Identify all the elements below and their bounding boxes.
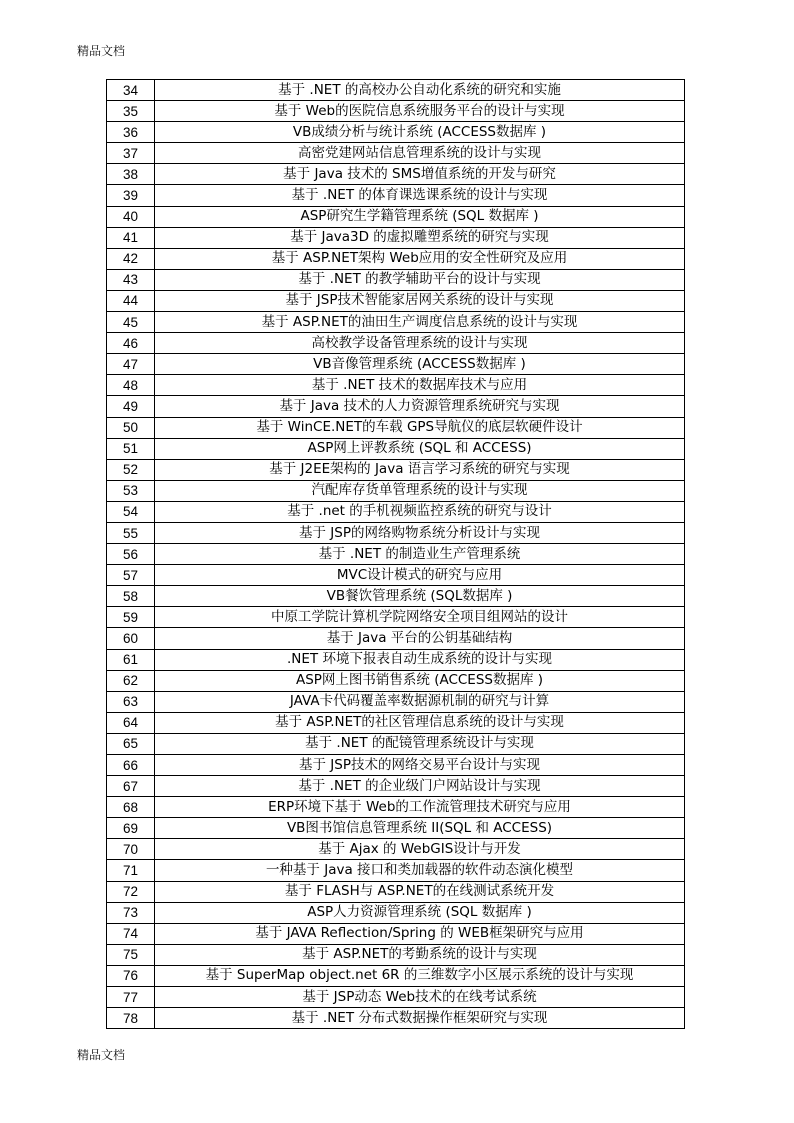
row-number: 45: [107, 312, 155, 333]
row-title: 基于 .NET 的制造业生产管理系统: [155, 544, 685, 565]
table-row: [107, 312, 685, 333]
row-title: ASP人力资源管理系统 (SQL 数据库 ): [155, 902, 685, 923]
row-title: 基于 WinCE.NET的车载 GPS导航仪的底层软硬件设计: [155, 417, 685, 438]
row-number: 76: [107, 965, 155, 986]
row-title: VB图书馆信息管理系统 II(SQL 和 ACCESS): [155, 818, 685, 839]
table-row: [107, 101, 685, 122]
row-number: 60: [107, 628, 155, 649]
row-title: 基于 Java 技术的人力资源管理系统研究与实现: [155, 396, 685, 417]
row-number: 67: [107, 776, 155, 797]
row-title: 基于 ASP.NET的社区管理信息系统的设计与实现: [155, 712, 685, 733]
table-row: [107, 354, 685, 375]
row-title: 汽配库存货单管理系统的设计与实现: [155, 480, 685, 501]
table-row: [107, 733, 685, 754]
row-title: VB音像管理系统 (ACCESS数据库 ): [155, 354, 685, 375]
table-row: [107, 839, 685, 860]
row-title: 一种基于 Java 接口和类加载器的软件动态演化模型: [155, 860, 685, 881]
table-row: [107, 227, 685, 248]
table-row: [107, 987, 685, 1008]
table-row: [107, 860, 685, 881]
row-title: 基于 FLASH与 ASP.NET的在线测试系统开发: [155, 881, 685, 902]
table-row: [107, 923, 685, 944]
table-row: [107, 185, 685, 206]
table-row: [107, 607, 685, 628]
row-number: 49: [107, 396, 155, 417]
row-title: 基于 JSP的网络购物系统分析设计与实现: [155, 522, 685, 543]
topic-table: [106, 79, 685, 1029]
table-row: [107, 818, 685, 839]
row-number: 71: [107, 860, 155, 881]
row-number: 72: [107, 881, 155, 902]
table-row: [107, 164, 685, 185]
row-title: 基于 .NET 技术的数据库技术与应用: [155, 375, 685, 396]
row-title: 基于 JAVA Reflection/Spring 的 WEB框架研究与应用: [155, 923, 685, 944]
row-number: 61: [107, 649, 155, 670]
row-title: 基于 ASP.NET架构 Web应用的安全性研究及应用: [155, 248, 685, 269]
row-title: JAVA卡代码覆盖率数据源机制的研究与计算: [155, 691, 685, 712]
table-row: [107, 944, 685, 965]
row-title: 基于 Java 技术的 SMS增值系统的开发与研究: [155, 164, 685, 185]
table-row: [107, 965, 685, 986]
row-number: 47: [107, 354, 155, 375]
table-row: [107, 122, 685, 143]
table-row: [107, 776, 685, 797]
row-title: 基于 Java3D 的虚拟雕塑系统的研究与实现: [155, 227, 685, 248]
row-title: 基于 .NET 的教学辅助平台的设计与实现: [155, 269, 685, 290]
table-row: [107, 544, 685, 565]
row-number: 55: [107, 522, 155, 543]
row-title: 高密党建网站信息管理系统的设计与实现: [155, 143, 685, 164]
table-row: [107, 881, 685, 902]
row-number: 50: [107, 417, 155, 438]
row-title: 基于 J2EE架构的 Java 语言学习系统的研究与实现: [155, 459, 685, 480]
row-title: MVC设计模式的研究与应用: [155, 565, 685, 586]
row-number: 73: [107, 902, 155, 923]
table-row: [107, 80, 685, 101]
row-number: 69: [107, 818, 155, 839]
row-number: 38: [107, 164, 155, 185]
row-number: 53: [107, 480, 155, 501]
table-row: [107, 396, 685, 417]
row-number: 48: [107, 375, 155, 396]
table-row: [107, 206, 685, 227]
row-title: 基于 Web的医院信息系统服务平台的设计与实现: [155, 101, 685, 122]
row-number: 36: [107, 122, 155, 143]
table-row: [107, 1008, 685, 1029]
table-row: [107, 628, 685, 649]
row-number: 78: [107, 1008, 155, 1029]
row-number: 74: [107, 923, 155, 944]
row-title: 基于 .NET 的企业级门户网站设计与实现: [155, 776, 685, 797]
row-title: 基于 .NET 的高校办公自动化系统的研究和实施: [155, 80, 685, 101]
row-title: ASP网上图书销售系统 (ACCESS数据库 ): [155, 670, 685, 691]
row-title: ERP环境下基于 Web的工作流管理技术研究与应用: [155, 797, 685, 818]
table-row: [107, 522, 685, 543]
row-number: 41: [107, 227, 155, 248]
table-row: [107, 290, 685, 311]
table-row: [107, 333, 685, 354]
row-title: 基于 ASP.NET的考勤系统的设计与实现: [155, 944, 685, 965]
table-row: [107, 269, 685, 290]
table-row: [107, 565, 685, 586]
table-row: [107, 670, 685, 691]
table-row: [107, 248, 685, 269]
row-number: 52: [107, 459, 155, 480]
row-number: 37: [107, 143, 155, 164]
row-number: 40: [107, 206, 155, 227]
row-title: 基于 Ajax 的 WebGIS设计与开发: [155, 839, 685, 860]
row-title: VB餐饮管理系统 (SQL数据库 ): [155, 586, 685, 607]
row-title: 基于 ASP.NET的油田生产调度信息系统的设计与实现: [155, 312, 685, 333]
row-number: 44: [107, 290, 155, 311]
row-number: 59: [107, 607, 155, 628]
table-row: [107, 755, 685, 776]
row-number: 65: [107, 733, 155, 754]
table-row: [107, 501, 685, 522]
table-row: [107, 797, 685, 818]
row-title: 基于 JSP动态 Web技术的在线考试系统: [155, 987, 685, 1008]
row-title: ASP研究生学籍管理系统 (SQL 数据库 ): [155, 206, 685, 227]
row-number: 46: [107, 333, 155, 354]
row-number: 43: [107, 269, 155, 290]
row-title: 基于 .NET 的体育课选课系统的设计与实现: [155, 185, 685, 206]
row-number: 70: [107, 839, 155, 860]
table-row: [107, 143, 685, 164]
row-title: 基于 SuperMap object.net 6R 的三维数字小区展示系统的设计与实现: [155, 965, 685, 986]
row-number: 63: [107, 691, 155, 712]
row-number: 39: [107, 185, 155, 206]
row-title: 基于 .NET 分布式数据操作框架研究与实现: [155, 1008, 685, 1029]
row-number: 58: [107, 586, 155, 607]
row-title: VB成绩分析与统计系统 (ACCESS数据库 ): [155, 122, 685, 143]
row-title: 基于 .NET 的配镜管理系统设计与实现: [155, 733, 685, 754]
row-title: 高校教学设备管理系统的设计与实现: [155, 333, 685, 354]
table-row: [107, 691, 685, 712]
table-row: [107, 586, 685, 607]
row-title: 中原工学院计算机学院网络安全项目组网站的设计: [155, 607, 685, 628]
row-number: 54: [107, 501, 155, 522]
table-row: [107, 649, 685, 670]
header-watermark: 精品文档: [77, 44, 126, 58]
row-number: 62: [107, 670, 155, 691]
footer-watermark: 精品文档: [77, 1048, 126, 1062]
row-number: 35: [107, 101, 155, 122]
row-title: 基于 JSP技术的网络交易平台设计与实现: [155, 755, 685, 776]
row-title: 基于 Java 平台的公钥基础结构: [155, 628, 685, 649]
row-number: 75: [107, 944, 155, 965]
row-number: 77: [107, 987, 155, 1008]
row-number: 64: [107, 712, 155, 733]
table-row: [107, 438, 685, 459]
row-title: ASP网上评教系统 (SQL 和 ACCESS): [155, 438, 685, 459]
table-row: [107, 459, 685, 480]
row-number: 42: [107, 248, 155, 269]
row-number: 34: [107, 80, 155, 101]
table-row: [107, 375, 685, 396]
row-number: 68: [107, 797, 155, 818]
topic-table-body: [107, 80, 685, 1029]
row-title: 基于 JSP技术智能家居网关系统的设计与实现: [155, 290, 685, 311]
row-number: 57: [107, 565, 155, 586]
row-number: 66: [107, 755, 155, 776]
row-title: .NET 环境下报表自动生成系统的设计与实现: [155, 649, 685, 670]
table-row: [107, 417, 685, 438]
table-row: [107, 480, 685, 501]
row-number: 56: [107, 544, 155, 565]
table-row: [107, 712, 685, 733]
row-number: 51: [107, 438, 155, 459]
table-row: [107, 902, 685, 923]
row-title: 基于 .net 的手机视频监控系统的研究与设计: [155, 501, 685, 522]
